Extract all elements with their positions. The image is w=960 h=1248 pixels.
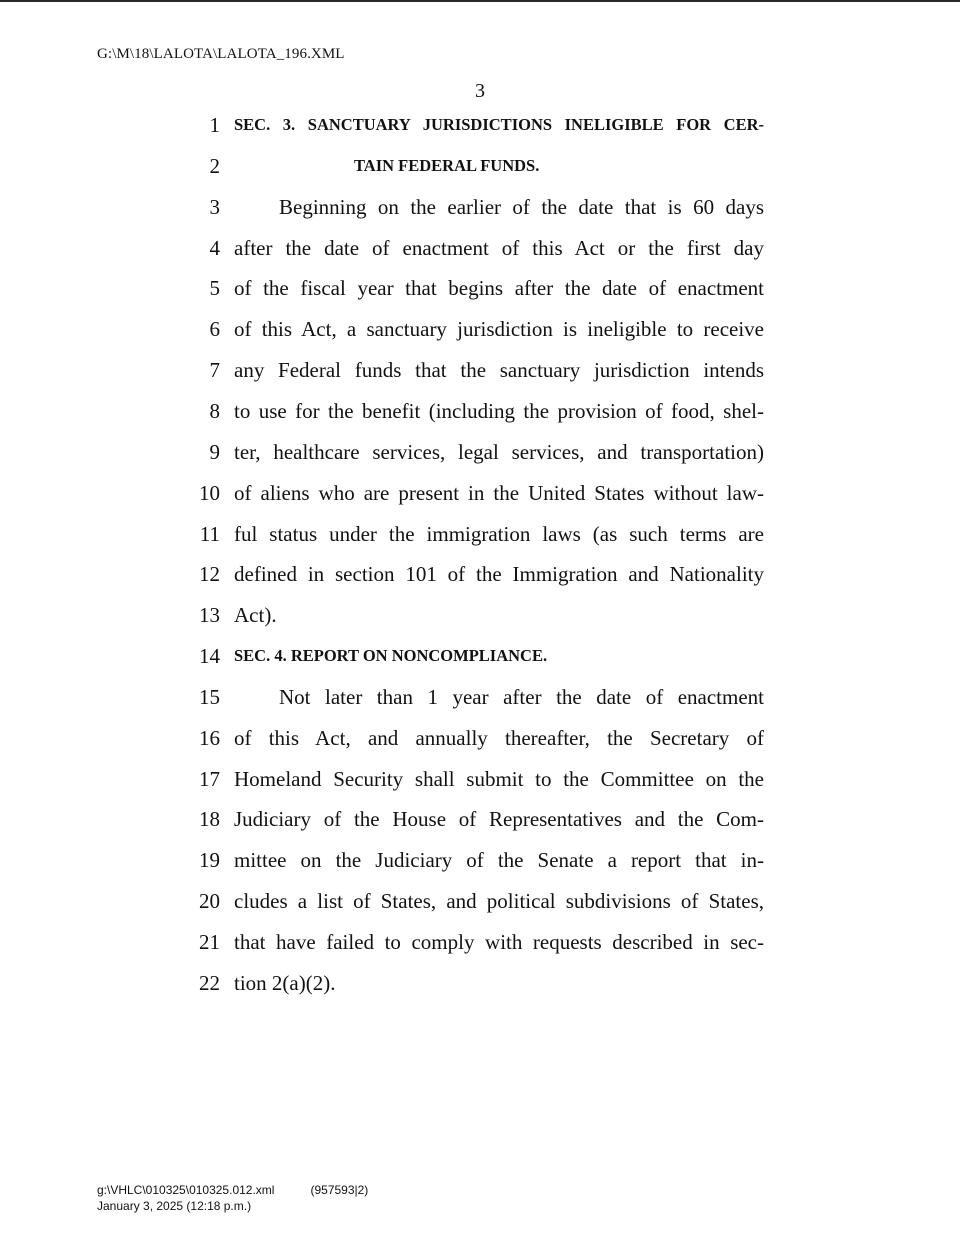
- line-text: mittee on the Judiciary of the Senate a report that in-: [234, 848, 764, 872]
- line-number: 15: [199, 685, 220, 709]
- line-number: 9: [209, 440, 220, 464]
- line-number: 17: [199, 767, 220, 791]
- section-heading: SEC. 3. SANCTUARY JURISDICTIONS INELIGIBLE FOR CER-: [234, 115, 764, 134]
- line-text: any Federal funds that the sanctuary jurisdiction intends: [234, 358, 764, 382]
- line-text: of this Act, and annually thereafter, the Secretary of: [234, 726, 764, 750]
- line-text: Act).: [234, 603, 277, 627]
- section-heading: SEC. 4. REPORT ON NONCOMPLIANCE.: [234, 646, 548, 665]
- line-text: of this Act, a sanctuary jurisdiction is ineligible to receive: [234, 317, 764, 341]
- line-text: of aliens who are present in the United States without law-: [234, 481, 764, 505]
- line-number: 11: [199, 522, 220, 546]
- document-file-path: G:\M\18\LALOTA\LALOTA_196.XML: [97, 46, 345, 62]
- line-number: 1: [209, 113, 220, 137]
- line-text: ter, healthcare services, legal services, and transportation): [234, 440, 764, 464]
- line-text: Not later than 1 year after the date of enactment: [279, 685, 764, 709]
- top-border: [0, 0, 960, 2]
- line-number: 21: [199, 930, 220, 954]
- line-text: cludes a list of States, and political subdivisions of States,: [234, 889, 764, 913]
- line-number: 3: [209, 195, 220, 219]
- page-number: 3: [475, 80, 485, 102]
- line-number: 5: [209, 276, 220, 300]
- page-footer: [97, 1182, 368, 1214]
- footer-code: (957593|2): [310, 1183, 369, 1197]
- line-number: 14: [199, 644, 220, 668]
- line-number: 12: [199, 562, 220, 586]
- line-number: 22: [199, 971, 220, 995]
- line-number: 13: [199, 603, 220, 627]
- line-number: 16: [199, 726, 220, 750]
- footer-timestamp: January 3, 2025 (12:18 p.m.): [97, 1199, 252, 1213]
- line-text: after the date of enactment of this Act or the first day: [234, 236, 764, 260]
- line-number: 6: [209, 317, 220, 341]
- line-text: Judiciary of the House of Representatives and the Com-: [234, 807, 764, 831]
- section-heading: TAIN FEDERAL FUNDS.: [354, 156, 540, 175]
- line-text: ful status under the immigration laws (as such terms are: [234, 522, 764, 546]
- line-text: tion 2(a)(2).: [234, 971, 336, 995]
- line-text: Beginning on the earlier of the date that is 60 days: [279, 195, 764, 219]
- line-number: 20: [199, 889, 220, 913]
- line-text: to use for the benefit (including the provision of food, shel-: [234, 399, 764, 423]
- line-number: 18: [199, 807, 220, 831]
- line-text: of the fiscal year that begins after the date of enactment: [234, 276, 764, 300]
- line-text: defined in section 101 of the Immigration and Nationality: [234, 562, 764, 586]
- line-text: Homeland Security shall submit to the Committee on the: [234, 767, 764, 791]
- line-number: 19: [199, 848, 220, 872]
- footer-file-path: g:\VHLC\010325\010325.012.xml: [97, 1183, 275, 1197]
- line-number: 4: [209, 236, 220, 260]
- line-number: 2: [209, 154, 220, 178]
- line-number: 10: [199, 481, 220, 505]
- line-number: 8: [209, 399, 220, 423]
- line-number: 7: [209, 358, 220, 382]
- line-text: that have failed to comply with requests described in sec-: [234, 930, 764, 954]
